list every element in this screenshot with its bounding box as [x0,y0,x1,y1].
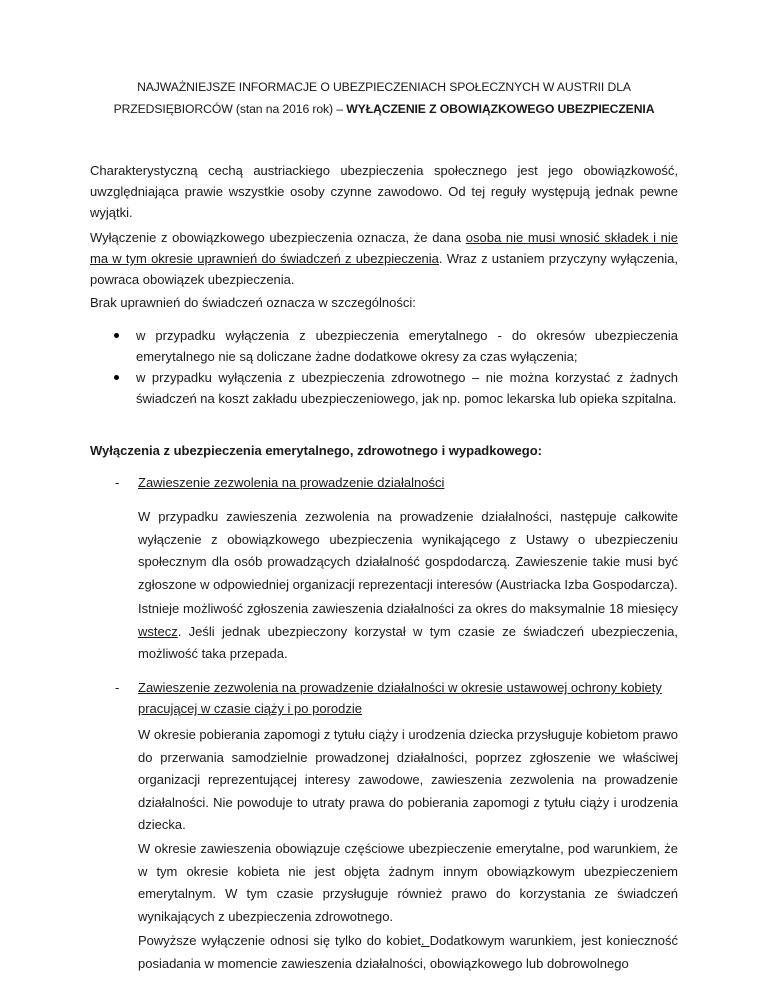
intro-paragraph-3: Brak uprawnień do świadczeń oznacza w szczególności: [90,295,416,310]
dash-marker: - [115,475,120,490]
dash-marker: - [115,680,120,695]
item2-paragraph-2: W okresie zawieszenia obowiązuje częściowe ubezpieczenie emerytalne, pod warunkiem, że w tym okresie kobieta nie jest objęta żadnym innym obowiązkowym ubezpieczeniem emerytalnym. W tym czasie przysługuje również prawo do korzystania ze świadczeń wynikających z ubezpieczenia zdrowotnego. [138,841,678,924]
item1-p2-end: . Jeśli jednak ubezpieczony korzystał w tym czasie ze świadczeń ubezpieczenia, możliwość taka przepada. [138,623,678,661]
item1-paragraph-2 [138,598,678,666]
item1-paragraph-1: W przypadku zawieszenia zezwolenia na prowadzenie działalności, następuje całkowite wyłączenie z obowiązkowego ubezpieczenia wynikającego z Ustawy o ubezpieczeniu społecznym dla osób prowadzących działalność gospdodarczą. Zawieszenie takie musi być zgłoszone w odpowiedniej organizacji reprezentacji interesów (Austriacka Izba Gospodarcza). [138,509,678,592]
item2-heading: Zawieszenie zezwolenia na prowadzenie działalności w okresie ustawowej ochrony kobiety pracującej w czasie ciąży i po porodzie [138,680,662,716]
intro-paragraph-1: Charakterystyczną cechą austriackiego ubezpieczenia społecznego jest jego obowiązkowość, uwzględniająca prawie wszystkie osoby czynne zawodowo. Od tej reguły występują jednak pewne wyjątki. [90,163,678,220]
item1-heading: Zawieszenie zezwolenia na prowadzenie działalności [138,475,445,490]
item2-paragraph-3 [138,930,678,975]
title-line-2-bold: WYŁĄCZENIE Z OBOWIĄZKOWEGO UBEZPIECZENIA [346,102,655,116]
item1-p2-underlined: wstecz [138,623,178,639]
intro-p2-start: Wyłączenie z obowiązkowego ubezpieczenia oznacza, że dana [90,230,466,245]
intro-p2-underlined: osoba nie musi wnosić składek i nie ma w tym okresie uprawnień do świadczeń z ubezpieczenia [90,230,679,266]
item1-p2-start: Istnieje możliwość zgłoszenia zawieszenia działalności za okres do maksymalnie 18 miesięcy [138,601,678,616]
item2-p3-start: Powyższe wyłączenie odnosi się tylko do kobiet [138,933,421,948]
bullet-dot-icon [114,375,119,380]
bullet-item [90,325,678,367]
bullet-list [90,325,678,409]
title-line-2: PRZEDSIĘBIORCÓW (stan na 2016 rok) – [113,102,347,116]
section-title: Wyłączenia z ubezpieczenia emerytalnego, zdrowotnego i wypadkowego: [90,443,542,458]
item2-paragraph-1: W okresie pobierania zapomogi z tytułu ciąży i urodzenia dziecka przysługuje kobietom prawo do przerwania samodzielnie prowadzonej działalności, poprzez zgłoszenie we właściwej organizacji reprezentującej interesy zawodowe, zawieszenia zezwolenia na prowadzenie działalności. Nie powoduje to utraty prawa do pobierania zapomogi z tytułu ciąży i urodzenia dziecka. [138,727,678,832]
bullet-item [90,367,678,409]
item2-p3-underlined: . [420,933,430,948]
bullet-text: w przypadku wyłączenia z ubezpieczenia emerytalnego - do okresów ubezpieczenia emerytalnego nie są doliczane żadne dodatkowe okresy za czas wyłączenia; [136,328,678,364]
bullet-text: w przypadku wyłączenia z ubezpieczenia zdrowotnego – nie można korzystać z żadnych świadczeń na koszt zakładu ubezpieczeniowego, jak np. pomoc lekarska lub opieka szpitalna. [136,370,678,406]
title-line-1: NAJWAŻNIEJSZE INFORMACJE O UBEZPIECZENIACH SPOŁECZNYCH W AUSTRII DLA [137,80,631,94]
intro-paragraph-2 [90,227,678,290]
intro-p2-end: . Wraz z ustaniem przyczyny wyłączenia, powraca obowiązek ubezpieczenia. [90,251,679,287]
document-title [80,76,688,120]
item2-p3-end: Dodatkowym warunkiem, jest konieczność posiadania w momencie zawieszenia działalności, obowiązkowego lub dobrowolnego [138,933,678,971]
bullet-dot-icon [114,333,119,338]
